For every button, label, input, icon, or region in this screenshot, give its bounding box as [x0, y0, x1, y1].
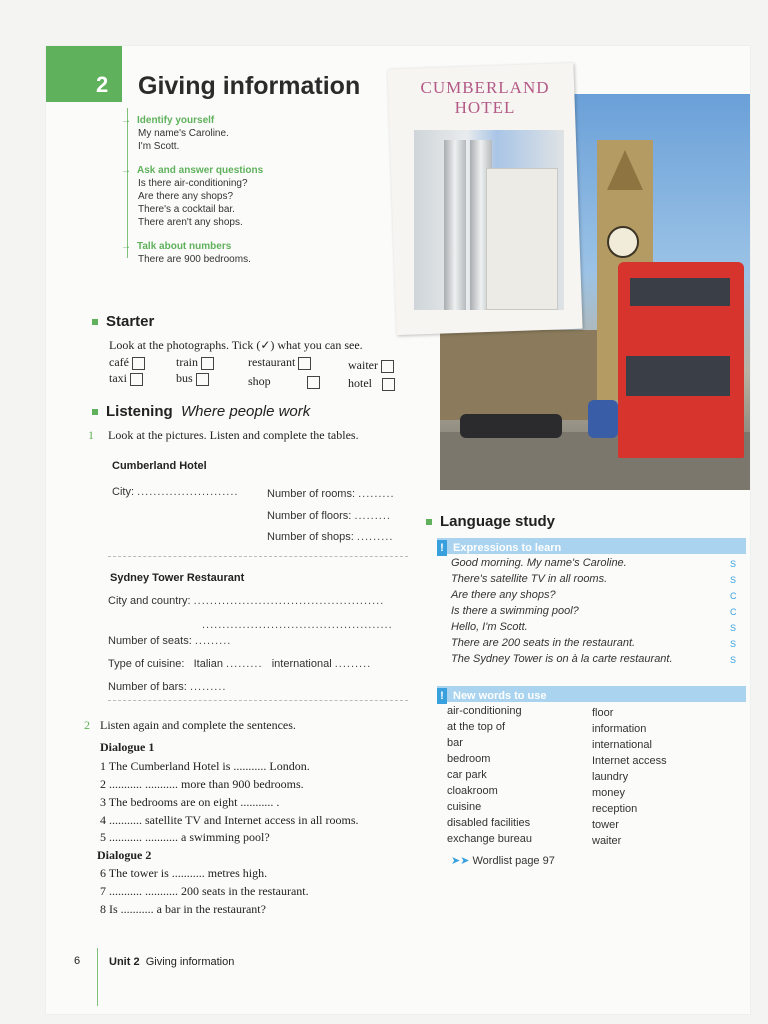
- unit-tab: [46, 46, 122, 102]
- restaurant-seats-field: Number of seats: .........: [108, 635, 232, 647]
- bullet-square-icon: [92, 319, 98, 325]
- tick-item-cafe: café: [109, 355, 145, 370]
- hotel-city-field: City: .........................: [112, 486, 239, 498]
- restaurant-city-line2: ...............................................: [202, 619, 393, 631]
- checkbox[interactable]: [382, 378, 395, 391]
- checkbox[interactable]: [130, 373, 143, 386]
- tick-item-bus: bus: [176, 371, 209, 386]
- expression-line: Are there any shops?: [451, 589, 556, 601]
- bullet-square-icon: [426, 519, 432, 525]
- restaurant-bars-field: Number of bars: .........: [108, 681, 227, 693]
- dialogue-1-line: 1 The Cumberland Hotel is ........... London.: [100, 759, 310, 773]
- double-arrow-icon: ➤➤: [451, 855, 470, 867]
- footer-rule: [97, 948, 98, 1006]
- dialogue-1-line: 2 ........... ........... more than 900 bedrooms.: [100, 777, 304, 791]
- arrow-right-icon: →: [121, 241, 131, 252]
- clock-face: [607, 226, 639, 258]
- speaker-code: S: [730, 623, 737, 633]
- dialogue-2-line: 6 The tower is ........... metres high.: [100, 866, 268, 880]
- word-item: cloakroom: [447, 785, 498, 797]
- tick-item-hotel: hotel: [348, 376, 395, 391]
- expression-line: There are 200 seats in the restaurant.: [451, 637, 636, 649]
- exercise-number: 1: [88, 428, 94, 442]
- word-item: Internet access: [592, 755, 667, 767]
- word-item: floor: [592, 707, 614, 719]
- distant-bus: [588, 400, 618, 438]
- unit-number: 2: [96, 72, 109, 97]
- listening-heading: Listening Where people work: [92, 403, 310, 420]
- objective-numbers: → Talk about numbers There are 900 bedrooms.: [121, 241, 251, 265]
- checkbox[interactable]: [298, 357, 311, 370]
- page-number: 6: [74, 955, 81, 967]
- big-ben-spire: [607, 150, 643, 190]
- word-item: exchange bureau: [447, 833, 533, 845]
- word-item: waiter: [592, 835, 622, 847]
- word-item: money: [592, 787, 626, 799]
- speaker-code: S: [730, 559, 737, 569]
- dialogue-2-line: 7 ........... ........... 200 seats in the restaurant.: [100, 884, 309, 898]
- car: [500, 414, 562, 438]
- dialogue-2-heading: Dialogue 2: [97, 848, 152, 862]
- parliament-building: [440, 330, 600, 420]
- wordlist-link[interactable]: ➤➤ Wordlist page 97: [451, 855, 555, 867]
- dialogue-1-line: 4 ........... satellite TV and Internet access in all rooms.: [100, 813, 359, 827]
- word-item: air-conditioning: [447, 705, 522, 717]
- checkbox[interactable]: [196, 373, 209, 386]
- arrow-right-icon: →: [121, 165, 131, 176]
- word-item: tower: [592, 819, 619, 831]
- word-item: bar: [447, 737, 463, 749]
- tick-item-train: train: [176, 355, 214, 370]
- bus-upper-window: [630, 278, 730, 306]
- word-item: disabled facilities: [447, 817, 531, 829]
- word-item: information: [592, 723, 647, 735]
- expression-line: The Sydney Tower is on à la carte restaurant.: [451, 653, 673, 665]
- dialogue-1-heading: Dialogue 1: [100, 740, 155, 754]
- objective-questions: → Ask and answer questions Is there air-conditioning? Are there any shops? There's a cocktail bar. There aren't any shops.: [121, 165, 264, 228]
- word-item: international: [592, 739, 652, 751]
- exclamation-icon: !: [437, 688, 447, 704]
- speaker-code: S: [730, 575, 737, 585]
- word-item: laundry: [592, 771, 629, 783]
- exclamation-icon: !: [437, 540, 447, 556]
- arrow-right-icon: →: [121, 115, 131, 126]
- speaker-code: C: [730, 591, 737, 601]
- objective-identify: → Identify yourself My name's Caroline. I'm Scott.: [121, 115, 229, 152]
- hotel-sign: CUMBERLAND HOTEL: [420, 78, 550, 117]
- word-item: car park: [447, 769, 487, 781]
- hotel-rooms-field: Number of rooms: .........: [267, 488, 395, 500]
- speaker-code: C: [730, 607, 737, 617]
- speaker-code: S: [730, 655, 737, 665]
- new-words-bar: ! New words to use: [437, 686, 746, 702]
- word-item: cuisine: [447, 801, 482, 813]
- expression-line: Is there a swimming pool?: [451, 605, 579, 617]
- table-separator: [108, 556, 408, 557]
- checkbox[interactable]: [132, 357, 145, 370]
- checkbox[interactable]: [381, 360, 394, 373]
- checkbox[interactable]: [201, 357, 214, 370]
- bullet-square-icon: [92, 409, 98, 415]
- tick-item-shop: shop: [248, 374, 320, 389]
- footer-unit: Unit 2 Giving information: [109, 956, 235, 968]
- hotel-facade: [486, 168, 558, 310]
- word-item: bedroom: [447, 753, 491, 765]
- tick-item-restaurant: restaurant: [248, 355, 311, 370]
- word-item: reception: [592, 803, 638, 815]
- starter-instruction: Look at the photographs. Tick (✓) what you can see.: [109, 338, 363, 352]
- language-study-heading: Language study: [426, 513, 555, 530]
- table-separator: [108, 700, 408, 701]
- hotel-table-title: Cumberland Hotel: [112, 460, 207, 472]
- bus-lower-window: [626, 356, 730, 396]
- page-title: Giving information: [138, 72, 361, 100]
- tick-item-waiter: waiter: [348, 358, 394, 373]
- dialogue-2-line: 8 Is ........... a bar in the restaurant?: [100, 902, 266, 916]
- hotel-floors-field: Number of floors: .........: [267, 510, 391, 522]
- expressions-bar: ! Expressions to learn: [437, 538, 746, 554]
- exercise-2-instruction: Listen again and complete the sentences.: [100, 718, 296, 732]
- column: [444, 140, 466, 310]
- expression-line: Hello, I'm Scott.: [451, 621, 528, 633]
- exercise-1-instruction: Look at the pictures. Listen and complete the tables.: [108, 428, 359, 442]
- dialogue-1-line: 3 The bedrooms are on eight ........... .: [100, 795, 280, 809]
- checkbox[interactable]: [307, 376, 320, 389]
- expression-line: Good morning. My name's Caroline.: [451, 557, 627, 569]
- exercise-number: 2: [84, 718, 90, 732]
- restaurant-cuisine-field: Type of cuisine: Italian ......... international .........: [108, 658, 372, 670]
- speaker-code: S: [730, 639, 737, 649]
- tick-item-taxi: taxi: [109, 371, 143, 386]
- starter-heading: Starter: [92, 313, 154, 330]
- expression-line: There's satellite TV in all rooms.: [451, 573, 608, 585]
- word-item: at the top of: [447, 721, 506, 733]
- restaurant-table-title: Sydney Tower Restaurant: [110, 572, 245, 584]
- hotel-shops-field: Number of shops: .........: [267, 531, 394, 543]
- dialogue-1-line: 5 ........... ........... a swimming pool?: [100, 830, 270, 844]
- restaurant-city-field: City and country: ...............................................: [108, 595, 385, 607]
